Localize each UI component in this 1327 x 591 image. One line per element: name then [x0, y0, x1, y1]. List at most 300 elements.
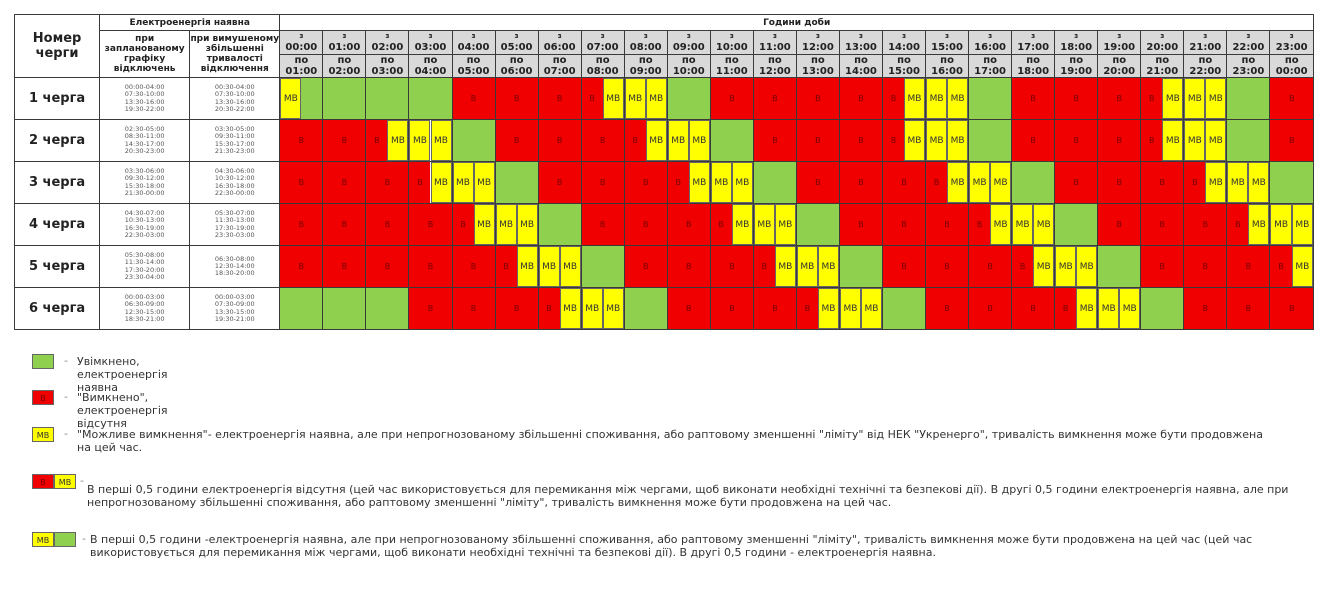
hour-to-header: [882, 54, 925, 78]
slot-off: В: [840, 120, 882, 161]
slot-on: [969, 120, 1011, 161]
hour-slot: [1141, 246, 1184, 288]
hour-from-value: 13:00: [845, 42, 877, 54]
hour-slot: [1141, 288, 1184, 330]
slot-off: В: [969, 204, 990, 245]
hour-slot: [882, 162, 925, 204]
hour-slot: [753, 204, 796, 246]
time-range: 22:30-03:00: [124, 230, 165, 239]
hour-slot: [1184, 162, 1227, 204]
time-range: 20:30-22:00: [214, 104, 255, 113]
time-range: 15:30-17:00: [214, 139, 255, 148]
slot-off: В: [366, 246, 408, 287]
hour-slot: [969, 120, 1012, 162]
hour-to-value: 00:00: [1275, 65, 1308, 77]
hour-slot: [366, 204, 409, 246]
hour-slot: [1055, 162, 1098, 204]
slot-off: В: [539, 162, 581, 203]
hour-from-value: 08:00: [629, 42, 662, 54]
to-word: по: [854, 54, 868, 66]
hour-slot: [969, 162, 1012, 204]
increased-times: [190, 78, 280, 120]
from-word: з: [471, 32, 476, 41]
from-word: з: [815, 32, 820, 41]
hour-slot: [1227, 120, 1270, 162]
time-range: 23:30-03:00: [214, 230, 255, 239]
slot-maybe: МВ: [1270, 204, 1291, 245]
planned-times: [100, 288, 190, 330]
to-word: по: [1069, 54, 1084, 66]
hour-to-header: [1184, 54, 1227, 78]
slot-off: В: [840, 162, 882, 203]
hour-from-header: [538, 31, 581, 55]
time-range: 11:30-14:00: [124, 258, 165, 267]
time-range: 02:30-05:00: [124, 125, 165, 134]
slot-maybe: МВ: [625, 78, 646, 119]
hour-to-value: 04:00: [414, 65, 447, 77]
slot-maybe: МВ: [582, 288, 603, 329]
hour-slot: [452, 162, 495, 204]
slot-on: [323, 78, 365, 119]
slot-maybe: МВ: [1055, 246, 1076, 287]
hour-to-header: [1098, 54, 1141, 78]
hour-slot: [409, 288, 452, 330]
slot-on: [453, 120, 495, 161]
hour-to-header: [409, 54, 452, 78]
hour-slot: [452, 120, 495, 162]
hour-slot: [409, 162, 452, 204]
hour-slot: [1098, 288, 1141, 330]
slot-maybe: МВ: [1205, 120, 1226, 161]
from-word: з: [729, 32, 734, 41]
time-range: 07:30-10:00: [124, 90, 165, 99]
slot-maybe: МВ: [797, 246, 818, 287]
hour-slot: [538, 78, 581, 120]
to-word: по: [1026, 54, 1041, 66]
slot-maybe: МВ: [668, 120, 689, 161]
slot-off: В: [1227, 204, 1248, 245]
to-word: по: [509, 54, 524, 66]
hour-slot: [1270, 246, 1314, 288]
time-range: 21:30-23:00: [214, 146, 255, 155]
slot-maybe: МВ: [904, 78, 925, 119]
hour-from-header: [796, 31, 839, 55]
hour-to-header: [1012, 54, 1055, 78]
hour-slot: [323, 78, 366, 120]
slot-off: В: [1012, 78, 1054, 119]
hour-slot: [581, 162, 624, 204]
hour-slot: [323, 162, 366, 204]
from-word: з: [945, 32, 950, 41]
time-range: 16:30-19:00: [124, 223, 165, 232]
hour-from-header: [581, 31, 624, 55]
queue-name: 4 черга: [15, 204, 100, 246]
hour-to-value: 18:00: [1017, 65, 1050, 77]
queue-row: [15, 120, 1314, 162]
hour-slot: [882, 246, 925, 288]
hour-slot: [409, 204, 452, 246]
slot-maybe: МВ: [904, 120, 925, 161]
slot-maybe: МВ: [1033, 246, 1054, 287]
slot-maybe: МВ: [990, 204, 1011, 245]
legend-off-text: "Вимкнено", електроенергія відсутня: [77, 391, 168, 430]
slot-maybe: МВ: [517, 204, 538, 245]
slot-off: В: [496, 120, 538, 161]
slot-off: В: [625, 120, 646, 161]
hour-from-value: 05:00: [500, 42, 533, 54]
from-word: з: [385, 32, 390, 41]
slot-on: [582, 246, 624, 287]
hour-slot: [1098, 246, 1141, 288]
slot-maybe: МВ: [775, 246, 796, 287]
hour-from-value: 06:00: [543, 42, 576, 54]
hour-slot: [796, 162, 839, 204]
slot-off: В: [1141, 204, 1183, 245]
slot-maybe: МВ: [926, 78, 947, 119]
hour-slot: [753, 78, 796, 120]
time-range: 18:30-20:00: [214, 269, 255, 278]
hour-slot: [1012, 288, 1055, 330]
slot-off: В: [797, 78, 839, 119]
legend-swatch-on: [32, 354, 54, 369]
hour-slot: [796, 246, 839, 288]
slot-maybe: МВ: [775, 204, 796, 245]
hour-slot: [452, 246, 495, 288]
slot-maybe: МВ: [711, 162, 732, 203]
hour-slot: [667, 204, 710, 246]
hour-to-header: [969, 54, 1012, 78]
slot-off: В: [883, 162, 925, 203]
increased-times: [190, 288, 280, 330]
slot-maybe: МВ: [1162, 120, 1183, 161]
hour-from-header: [882, 31, 925, 55]
from-word: з: [858, 32, 863, 41]
slot-off: В: [969, 246, 1011, 287]
hour-slot: [495, 204, 538, 246]
slot-off: В: [711, 246, 753, 287]
hour-slot: [1270, 78, 1314, 120]
hour-from-value: 11:00: [758, 42, 791, 54]
slot-off: В: [323, 204, 365, 245]
time-range: 22:30-00:00: [214, 188, 255, 197]
hour-slot: [323, 120, 366, 162]
hour-slot: [323, 288, 366, 330]
slot-off: В: [280, 246, 322, 287]
slot-off: В: [1184, 246, 1226, 287]
increased-times: [190, 120, 280, 162]
slot-maybe: МВ: [926, 120, 947, 161]
slot-off: В: [969, 288, 1011, 329]
hour-slot: [452, 78, 495, 120]
hour-slot: [926, 246, 969, 288]
slot-on: [1098, 246, 1140, 287]
slot-on: [625, 288, 667, 329]
hour-slot: [710, 162, 753, 204]
from-word: з: [1117, 32, 1122, 41]
queue-name: 2 черга: [15, 120, 100, 162]
slot-maybe: МВ: [646, 78, 667, 119]
hour-from-header: [409, 31, 452, 55]
slot-off: В: [797, 162, 839, 203]
hour-slot: [538, 120, 581, 162]
slot-off: В: [711, 78, 753, 119]
slot-maybe: МВ: [1184, 78, 1205, 119]
slot-maybe: МВ: [474, 204, 495, 245]
hour-from-header: [280, 31, 323, 55]
slot-off: В: [1098, 120, 1140, 161]
hour-to-value: 02:00: [328, 65, 361, 77]
time-range: 00:00-03:00: [214, 293, 255, 302]
hour-from-header: [839, 31, 882, 55]
time-range: 16:30-18:00: [214, 181, 255, 190]
hour-to-value: 15:00: [888, 65, 920, 77]
hour-slot: [1270, 204, 1314, 246]
slot-off: В: [754, 246, 775, 287]
slot-off: В: [582, 78, 603, 119]
hour-slot: [452, 288, 495, 330]
time-range: 09:30-12:00: [124, 174, 165, 183]
slot-off: В: [625, 246, 667, 287]
slot-maybe: МВ: [947, 120, 968, 161]
hour-to-value: 16:00: [931, 65, 963, 77]
hour-slot: [969, 246, 1012, 288]
slot-off: В: [453, 78, 495, 119]
hour-to-value: 11:00: [715, 65, 748, 77]
time-range: 20:30-23:00: [124, 146, 165, 155]
slot-maybe: МВ: [990, 162, 1011, 203]
slot-off: В: [366, 204, 408, 245]
hour-to-header: [366, 54, 409, 78]
hour-to-value: 01:00: [285, 65, 318, 77]
hour-from-value: 04:00: [457, 42, 490, 54]
slot-maybe: МВ: [603, 78, 624, 119]
hour-from-header: [1184, 31, 1227, 55]
slot-maybe: МВ: [754, 204, 775, 245]
slot-maybe: МВ: [560, 246, 581, 287]
hour-slot: [796, 288, 839, 330]
slot-maybe: МВ: [947, 78, 968, 119]
hour-from-value: 14:00: [888, 42, 920, 54]
queue-col-header: Номер черги: [15, 15, 100, 78]
slot-on: [409, 78, 451, 119]
hour-slot: [1227, 162, 1270, 204]
slot-maybe: МВ: [646, 120, 667, 161]
slot-off: В: [539, 120, 581, 161]
hour-slot: [1270, 120, 1314, 162]
hour-slot: [323, 246, 366, 288]
slot-off: В: [883, 246, 925, 287]
hour-to-header: [495, 54, 538, 78]
from-word: з: [1031, 32, 1036, 41]
hour-to-header: [280, 54, 323, 78]
hour-to-value: 22:00: [1189, 65, 1222, 77]
hour-slot: [280, 246, 323, 288]
slot-maybe: МВ: [1205, 78, 1226, 119]
legend-swatch-off: В: [32, 390, 54, 405]
slot-maybe: МВ: [1076, 288, 1097, 329]
slot-maybe: МВ: [840, 288, 861, 329]
time-range: 15:30-18:00: [124, 181, 165, 190]
hour-slot: [667, 162, 710, 204]
hour-slot: [581, 288, 624, 330]
slot-maybe: МВ: [1248, 162, 1269, 203]
slot-off: В: [409, 204, 451, 245]
hour-slot: [839, 246, 882, 288]
hour-slot: [839, 120, 882, 162]
hour-slot: [1184, 246, 1227, 288]
hour-slot: [1227, 288, 1270, 330]
time-range: 17:30-19:00: [214, 223, 255, 232]
planned-header: при запланованому графіку відключень: [100, 31, 190, 78]
slot-maybe: МВ: [969, 162, 990, 203]
slot-off: В: [1012, 120, 1054, 161]
hour-to-header: [1270, 54, 1314, 78]
hour-slot: [624, 120, 667, 162]
hour-slot: [753, 246, 796, 288]
hour-slot: [495, 120, 538, 162]
slot-on: [883, 288, 925, 329]
slot-off: В: [1012, 246, 1033, 287]
slot-off: В: [1184, 288, 1226, 329]
hour-to-header: [1227, 54, 1270, 78]
hour-slot: [538, 246, 581, 288]
hour-slot: [1184, 204, 1227, 246]
slot-off: В: [1055, 78, 1097, 119]
time-range: 14:30-17:00: [124, 139, 165, 148]
hour-slot: [710, 204, 753, 246]
queue-name: 5 черга: [15, 246, 100, 288]
hour-slot: [409, 120, 452, 162]
slot-off: В: [1055, 120, 1097, 161]
slot-maybe: МВ: [431, 120, 452, 161]
hour-slot: [882, 204, 925, 246]
planned-times: [100, 162, 190, 204]
hour-slot: [409, 246, 452, 288]
hour-from-value: 20:00: [1146, 42, 1179, 54]
increased-times: [190, 204, 280, 246]
hour-slot: [581, 78, 624, 120]
hour-slot: [710, 120, 753, 162]
hour-from-header: [323, 31, 366, 55]
hour-slot: [624, 78, 667, 120]
legend-swatch-off-half: В: [32, 474, 54, 489]
time-range: 19:30-21:00: [214, 314, 255, 323]
to-word: по: [466, 54, 481, 66]
hour-from-header: [926, 31, 969, 55]
slot-off: В: [668, 162, 689, 203]
slot-off: В: [1012, 288, 1054, 329]
legend-off-mb-text: В перші 0,5 години електроенергія відсутня (цей час використовується для перемикання між чергами, щоб виконати необхідні технічні та безпекові дії). В другі 0,5 години електроенергія наявна, але при непрогнозованому збільшенні споживання, або раптовому зменшенні "ліміту", тривалість вимкнення може бути продовжена на цей час.: [87, 483, 1289, 509]
hour-slot: [538, 204, 581, 246]
hour-from-header: [969, 31, 1012, 55]
hour-slot: [796, 78, 839, 120]
slot-off: В: [1141, 78, 1162, 119]
slot-off: В: [625, 204, 667, 245]
slot-off: В: [582, 204, 624, 245]
hour-to-value: 03:00: [371, 65, 404, 77]
time-range: 09:30-11:00: [214, 132, 255, 141]
slot-off: В: [1141, 162, 1183, 203]
hour-slot: [538, 288, 581, 330]
slot-off: В: [883, 204, 925, 245]
from-word: з: [686, 32, 691, 41]
hour-to-header: [839, 54, 882, 78]
to-word: по: [940, 54, 954, 66]
slot-maybe: МВ: [1184, 120, 1205, 161]
legend-swatch-mb: МВ: [32, 427, 54, 442]
slot-off: В: [926, 204, 968, 245]
time-range: 10:30-12:00: [214, 174, 255, 183]
slot-on: [668, 78, 710, 119]
hour-slot: [753, 288, 796, 330]
hour-slot: [710, 246, 753, 288]
from-word: з: [557, 32, 562, 41]
hour-from-value: 23:00: [1275, 42, 1308, 54]
slot-off: В: [1141, 120, 1162, 161]
hour-slot: [1098, 120, 1141, 162]
slot-off: В: [1270, 246, 1291, 287]
slot-maybe: МВ: [732, 162, 753, 203]
slot-maybe: МВ: [732, 204, 753, 245]
hour-slot: [969, 204, 1012, 246]
time-range: 19:30-22:00: [124, 104, 165, 113]
slot-off: В: [1141, 246, 1183, 287]
hour-slot: [495, 78, 538, 120]
slot-off: В: [409, 246, 451, 287]
hour-to-value: 21:00: [1146, 65, 1179, 77]
slot-off: В: [1270, 288, 1313, 329]
hour-from-header: [753, 31, 796, 55]
to-word: по: [1198, 54, 1213, 66]
hour-to-value: 19:00: [1060, 65, 1093, 77]
slot-off: В: [280, 162, 322, 203]
hour-to-value: 08:00: [586, 65, 619, 77]
time-range: 00:30-04:00: [214, 83, 255, 92]
slot-off: В: [926, 288, 968, 329]
hour-from-header: [624, 31, 667, 55]
slot-maybe: МВ: [1292, 204, 1313, 245]
hour-slot: [624, 246, 667, 288]
time-range: 05:30-08:00: [124, 251, 165, 260]
hour-to-header: [753, 54, 796, 78]
slot-on: [711, 120, 753, 161]
slot-off: В: [323, 246, 365, 287]
hour-slot: [624, 288, 667, 330]
time-range: 23:30-04:00: [124, 272, 165, 281]
hour-to-value: 10:00: [672, 65, 705, 77]
hour-slot: [667, 288, 710, 330]
hour-to-value: 20:00: [1103, 65, 1136, 77]
time-range: 04:30-06:00: [214, 167, 255, 176]
slot-on: [280, 288, 322, 329]
slot-maybe: МВ: [431, 162, 452, 203]
hour-slot: [839, 288, 882, 330]
legend-on-text: Увімкнено, електроенергія наявна: [77, 355, 168, 394]
hour-from-value: 15:00: [931, 42, 963, 54]
to-word: по: [294, 54, 309, 66]
hour-from-value: 21:00: [1189, 42, 1222, 54]
to-word: по: [724, 54, 739, 66]
hour-slot: [710, 78, 753, 120]
from-word: з: [600, 32, 605, 41]
slot-on: [366, 288, 408, 329]
hour-to-header: [1141, 54, 1184, 78]
slot-on: [797, 204, 839, 245]
slot-on: [1141, 288, 1183, 329]
hour-slot: [1012, 78, 1055, 120]
hour-slot: [624, 204, 667, 246]
legend-swatch-mb-half: МВ: [54, 474, 76, 489]
